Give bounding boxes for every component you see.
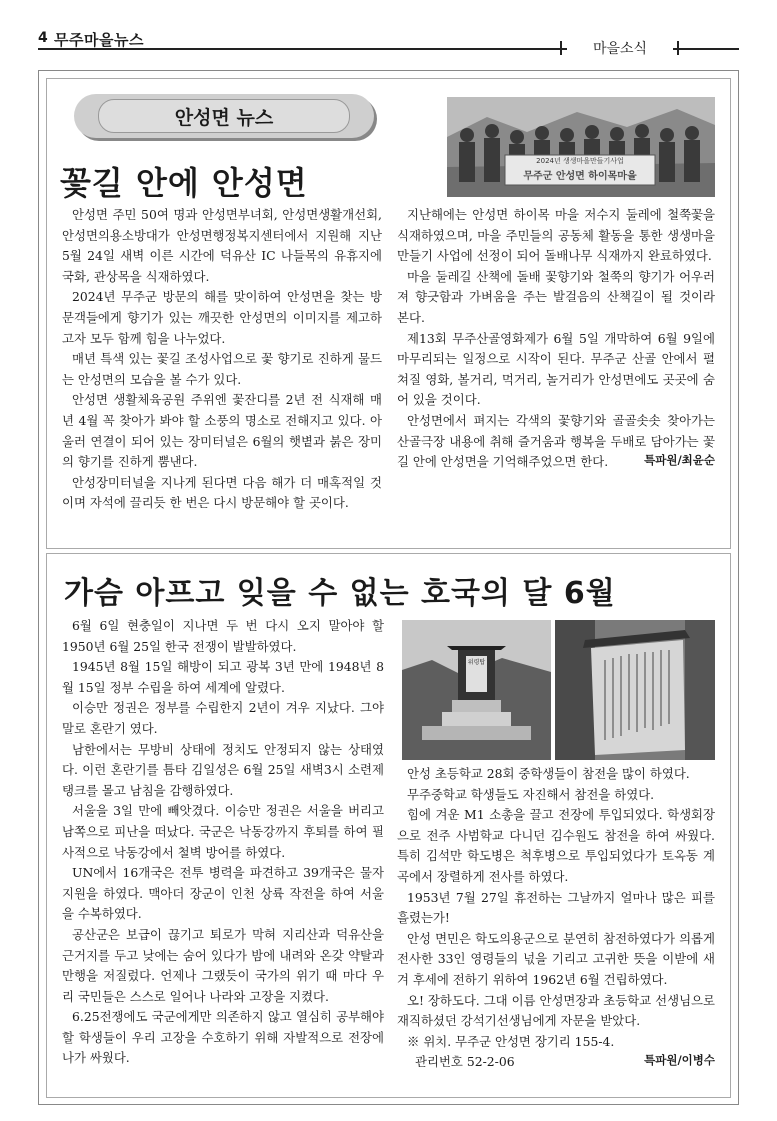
- paragraph: 이승만 정권은 정부를 수립한지 2년이 겨우 지났다. 그야말로 혼란기 였다.: [62, 700, 384, 736]
- photo-banner-small-text: 2024년 생생마을만들기사업: [536, 157, 624, 165]
- paragraph-text: 안성면에서 펴지는 각색의 꽃향기와 골골솟솟 찾아가는 산골극장 내용에 취해 즐거움과 행복을 두배로 담아가는 꽃길 안에 안성면을 기억해주었으면 한다.: [397, 412, 715, 470]
- paragraph: 힘에 겨운 M1 소총을 끌고 전장에 투입되었다. 학생회장으로 전주 사범학교 다니던 김수원도 참전을 하여 싸웠다. 특히 김석만 학도병은 척후병으로 투입되었다가 토옥동 계곡에서 장렬하게 전사를 하였다.: [397, 807, 715, 884]
- section-label: 마을소식: [567, 38, 673, 58]
- paragraph: 남한에서는 무방비 상태에 정치도 안정되지 않는 상태였다. 이런 혼란기를 틈타 김일성은 6월 25일 새벽3시 소련제 탱크를 몰고 남침을 감행하였다.: [62, 741, 384, 798]
- paragraph: 6.25전쟁에도 국군에게만 의존하지 않고 열심히 공부해야 할 학생들이 우리 고장을 수호하기 위해 자발적으로 전장에 나가 싸웠다.: [62, 1009, 384, 1066]
- header-tick-right: [677, 41, 679, 55]
- monument-plaque-text: 위령탑: [467, 659, 486, 666]
- article2-title: 가슴 아프고 잊을 수 없는 호국의 달 6월: [64, 576, 616, 611]
- paragraph: 2024년 무주군 방문의 해를 맞이하여 안성면을 찾는 방문객들에게 향기가 있는 깨끗한 안성면의 이미지를 제고하고자 모두 함께 힘을 나누었다.: [62, 289, 382, 346]
- monument-inscription-photo: [555, 620, 715, 760]
- paragraph: UN에서 16개국은 전투 병력을 파견하고 39개국은 물자 지원을 하였다. 맥아더 장군이 인천 상륙 작전을 하여 서울을 수복하였다.: [62, 865, 384, 922]
- article2-right-column: [397, 764, 715, 1073]
- paragraph: 안성 초등학교 28회 중학생들이 참전을 많이 하였다.: [407, 766, 690, 781]
- photo-banner-text: 무주군 안성면 하이목마을: [523, 171, 637, 182]
- paragraph: 매년 특색 있는 꽃길 조성사업으로 꽃 향기로 진하게 물드는 안성면의 모습을 볼 수가 있다.: [62, 351, 382, 387]
- paragraph: 1953년 7월 27일 휴전하는 그날까지 얼마나 많은 피를 흘렸는가!: [397, 889, 715, 926]
- newspaper-name: 무주마을뉴스: [54, 31, 144, 49]
- location-note: ※ 위치. 무주군 안성면 장기리 155-4.: [407, 1033, 615, 1049]
- article1-right-column: [397, 205, 715, 473]
- paragraph: 1945년 8월 15일 해방이 되고 광복 3년 만에 1948년 8월 15일 정부 수립을 하여 세계에 알렸다.: [62, 659, 384, 695]
- article2-left-column: [62, 616, 384, 1069]
- paragraph: 안성면 생활체육공원 주위엔 꽃잔디를 2년 전 식재해 매년 4월 꼭 찾아가 봐야 할 소풍의 명소로 전해지고 있다. 아울러 연결이 되어 있는 장미터널은 6월의 햇볕과 붉은 장미의 향기를 진하게 뿜낸다.: [62, 392, 382, 470]
- management-number: [397, 1052, 715, 1073]
- paragraph: 마을 둘레길 산책에 돌배 꽃향기와 철쭉의 향기가 어우러져 향긋함과 가벼움을 주는 발걸음의 산책길이 될 것이라 본다.: [397, 268, 715, 325]
- monument-photo: [402, 620, 551, 760]
- paragraph: 제13회 무주산골영화제가 6월 5일 개막하여 6월 9일에 마무리되는 일정으로 시작이 된다. 무주군 산골 안에서 펼쳐질 영화, 볼거리, 먹거리, 놀거리가 안성면에도 곳곳에 숨어 있을 것이다.: [397, 330, 715, 408]
- paragraph: 지난해에는 안성면 하이목 마을 저수지 둘레에 철쭉꽃을 식재하였으며, 마을 주민들의 공동체 활동을 통한 생생마을만들기 사업에 선정이 되어 돌배나무 식재까지 완료하였다.: [397, 207, 715, 264]
- paragraph: 6월 6일 현충일이 지나면 두 번 다시 오지 말아야 할 1950년 6월 25일 한국 전쟁이 발발하였다.: [62, 618, 384, 654]
- section-banner: [74, 94, 374, 138]
- paragraph: [397, 411, 715, 473]
- article1-left-column: [62, 205, 382, 514]
- paragraph: 안성장미터널을 지나게 된다면 다음 해가 더 매혹적일 것이며 자석에 끌리듯 한 번은 다시 방문해야 할 곳이다.: [62, 474, 382, 511]
- section-banner-label: 안성면 뉴스: [98, 99, 350, 133]
- article1-title: 꽃길 안에 안성면: [60, 164, 308, 202]
- paragraph: 안성면 주민 50여 명과 안성면부녀회, 안성면생활개선회, 안성면의용소방대가 안성면행정복지센터에서 지원해 지난 5월 24일 새벽 이른 시간에 덕유산 IC 나들목의 유휴지에 국화, 관상목을 식재하였다.: [62, 207, 382, 284]
- byline: 특파원/이병수: [644, 1053, 715, 1068]
- paragraph: 오! 장하도다. 그대 이름 안성면장과 초등학교 선생님으로 재직하셨던 강석기선생님에게 자문을 받았다.: [397, 992, 715, 1029]
- paragraph: 무주중학교 학생들도 자진해서 참전을 하였다.: [407, 786, 655, 802]
- group-photo: [447, 97, 715, 197]
- paragraph: 공산군은 보급이 끊기고 퇴로가 막혀 지리산과 덕유산을 근거지를 두고 낮에는 숨어 있다가 밤에 내려와 온갖 약탈과 만행을 저질렀다. 언제나 그랬듯이 국가의 위기 때 마다 우리 국민들은 스스로 일어나 나라와 고장을 지켰다.: [62, 926, 384, 1004]
- paragraph: 서울을 3일 만에 빼앗겼다. 이승만 정권은 서울을 버리고 남쪽으로 피난을 떠났다. 국군은 낙동강까지 후퇴를 하여 필사적으로 낙동강에서 철벽 방어를 하였다.: [62, 803, 384, 860]
- paragraph: 안성 면민은 학도의용군으로 분연히 참전하였다가 의롭게 전사한 33인 영령들의 넋을 기리고 고귀한 뜻을 이받에 새겨 후세에 전하기 위하여 1962년 6월 건립하였다.: [397, 930, 715, 987]
- header-tick-left: [560, 41, 562, 55]
- management-number-text: 관리번호 52-2-06: [415, 1054, 515, 1070]
- page-number: 4: [38, 30, 48, 46]
- byline: 특파원/최윤순: [644, 453, 715, 468]
